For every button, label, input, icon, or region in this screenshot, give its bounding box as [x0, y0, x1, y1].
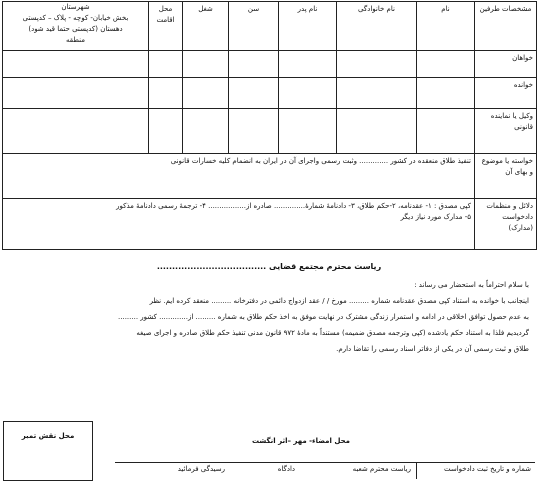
- cell[interactable]: [279, 78, 337, 109]
- address-line: شهرستان: [61, 3, 90, 11]
- evidence-label: دلائل و منظمات دادخواست (مدارک): [475, 199, 537, 250]
- petition-body: [1, 250, 537, 355]
- petition-form: [1, 1, 537, 479]
- divider: [416, 463, 417, 479]
- table-header-row: [3, 2, 537, 51]
- registration-office: ریاست محترم شعبه: [352, 465, 411, 473]
- table-row: [3, 109, 537, 154]
- cell[interactable]: [183, 109, 229, 154]
- cell[interactable]: [337, 109, 417, 154]
- registration-strip: [115, 462, 535, 479]
- row-label-respondent: خوانده: [475, 78, 537, 109]
- address-line: بخش خیابان- کوچه - پلاک – کدپستی: [22, 14, 129, 22]
- form-footer: [1, 421, 537, 479]
- wish-row: [3, 154, 537, 199]
- evidence-row: [3, 199, 537, 250]
- table-row: [3, 51, 537, 78]
- wish-text: تنفیذ طلاق منعقده در کشور ............. وثبت رسمی واجرای آن در ایران به انضمام کلیه خسارات قانونی: [3, 154, 475, 199]
- cell[interactable]: [417, 51, 475, 78]
- evidence-text: [3, 199, 475, 250]
- cell[interactable]: [417, 109, 475, 154]
- header-job: شغل: [183, 2, 229, 51]
- cell[interactable]: [3, 78, 149, 109]
- cell[interactable]: [417, 78, 475, 109]
- address-line: دهستان (کدپستی حتما قید شود): [28, 25, 123, 33]
- evidence-line-2: ۵- مدارک مورد نیاز دیگر: [400, 213, 471, 221]
- cell[interactable]: [229, 51, 279, 78]
- header-address: [3, 2, 149, 51]
- cell[interactable]: [337, 51, 417, 78]
- wish-label: خواسته یا موضوع و بهای آن: [475, 154, 537, 199]
- cell[interactable]: [3, 51, 149, 78]
- cell[interactable]: [337, 78, 417, 109]
- cell[interactable]: [229, 78, 279, 109]
- header-age: سن: [229, 2, 279, 51]
- cell[interactable]: [3, 109, 149, 154]
- header-residence: محل اقامت: [149, 2, 183, 51]
- row-label-attorney: وکیل یا نماینده قانونی: [475, 109, 537, 154]
- cell[interactable]: [183, 51, 229, 78]
- header-family-name: نام خانوادگی: [337, 2, 417, 51]
- cell[interactable]: [149, 78, 183, 109]
- petition-title: ریاست محترم مجتمع قضایی ....................................: [156, 262, 382, 271]
- cell[interactable]: [279, 51, 337, 78]
- greeting: با سلام احتراماً به استحضار می رساند :: [414, 281, 529, 289]
- cell[interactable]: [149, 51, 183, 78]
- address-line: منطقه: [66, 36, 85, 44]
- body-paragraph: طلاق و ثبت رسمی آن در یکی از دفاتر اسناد رسمی را تقاضا دارم.: [336, 345, 529, 353]
- header-name: نام: [417, 2, 475, 51]
- evidence-line-1: کپی مصدق : ۱- عقدنامه، ۲-حکم طلاق، ۳- دادنامهٔ شمارهٔ.............. صادره از................. ۴- ترجمهٔ رسمی دادنامهٔ مذکور: [116, 202, 471, 210]
- parties-table: [2, 1, 537, 250]
- cell[interactable]: [149, 109, 183, 154]
- body-paragraph: به عدم حصول توافق اخلاقی در ادامه و استمرار زندگی مشترک در نهایت موفق به اخذ حکم طلاق به شماره ......... از............. کشور .........: [118, 313, 529, 321]
- stamp-label: محل نقش تمبر: [21, 432, 75, 440]
- registration-title: شماره و تاریخ ثبت دادخواست: [443, 465, 531, 473]
- cell[interactable]: [183, 78, 229, 109]
- body-paragraph: گردیدیم فلذا به استناد حکم یادشده (کپی وترجمه مصدق ضمیمه) مستنداً به مادهٔ ۹۷۲ قانون مدنی تنفیذ حکم طلاق صادره و اجرای صیغه: [136, 329, 529, 337]
- cell[interactable]: [279, 109, 337, 154]
- stamp-box: [3, 421, 93, 481]
- row-label-petitioner: خواهان: [475, 51, 537, 78]
- table-row: [3, 78, 537, 109]
- signature-label: محل امضاء- مهر –اثر انگشت: [252, 437, 350, 445]
- body-paragraph: اینجانب با خوانده به استناد کپی مصدق عقدنامه شماره ......... مورخ / / عقد ازدواج دائمی در دفترخانه ......... منعقد کرده ایم. نظر: [149, 297, 529, 305]
- header-parties: مشخصات طرفین: [475, 2, 537, 51]
- registration-court: دادگاه: [277, 465, 295, 473]
- registration-referral: رسیدگی فرمائید: [177, 465, 225, 473]
- cell[interactable]: [229, 109, 279, 154]
- header-father-name: نام پدر: [279, 2, 337, 51]
